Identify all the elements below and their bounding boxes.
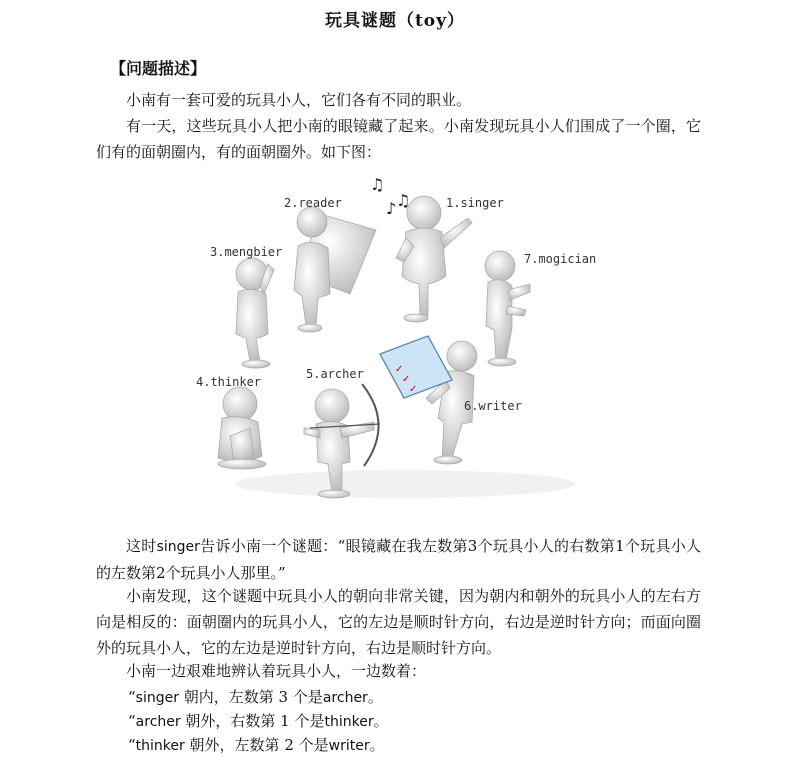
label-singer: 1.singer [446, 196, 504, 210]
reader-figure [294, 207, 376, 332]
label-archer: 5.archer [306, 367, 364, 381]
page-title: 玩具谜题（toy） [324, 11, 466, 31]
step-end: 。 [369, 736, 385, 754]
riddle-prefix: 这时 [126, 537, 157, 555]
quote-mark: “ [128, 688, 136, 706]
riddle-name: singer [156, 539, 200, 555]
thinker-figure [218, 387, 266, 469]
counting-step [128, 686, 383, 709]
step-end: 。 [367, 688, 383, 706]
paragraph-counting-intro: 小南一边艰难地辨认着玩具小人，一边数着： [126, 662, 427, 680]
label-mengbier: 3.mengbier [210, 245, 283, 259]
paragraph-circle: 有一天，这些玩具小人把小南的眼镜藏了起来。小南发现玩具小人们围成了一个圈，它们有的面朝圈内，有的面朝圈外。如下图： [96, 117, 701, 161]
label-mogician: 7.mogician [524, 252, 597, 266]
paragraph-intro: 小南有一套可爱的玩具小人，它们各有不同的职业。 [126, 91, 472, 109]
svg-text:✓: ✓ [402, 374, 411, 385]
toy-name: archer [135, 714, 181, 730]
step-text: 朝外，左数第 2 个是 [184, 736, 329, 754]
paragraph-explanation: 小南发现，这个谜题中玩具小人的朝向非常关键，因为朝内和朝外的玩具小人的左右方向是相反的：面朝圈内的玩具小人，它的左边是顺时针方向，右边是逆时针方向；而面向圈外的玩具小人，它的左边是逆时针方向，右边是顺时针方向。 [96, 587, 701, 657]
mogician-figure [485, 251, 530, 366]
svg-text:✓: ✓ [395, 364, 404, 375]
svg-text:♫: ♫ [370, 175, 385, 194]
paragraph-riddle [96, 533, 701, 586]
label-writer: 6.writer [464, 399, 522, 413]
toy-name: writer [328, 738, 370, 754]
svg-text:✓: ✓ [409, 384, 418, 395]
counting-step [128, 710, 389, 733]
toy-name: archer [322, 690, 368, 706]
toy-name: singer [135, 690, 179, 706]
counting-step [128, 734, 385, 757]
label-reader: 2.reader [284, 196, 342, 210]
svg-text:♪: ♪ [386, 199, 397, 218]
music-notes-icon [370, 175, 410, 218]
svg-text:♫: ♫ [396, 191, 411, 210]
toy-name: thinker [324, 714, 374, 730]
section-heading: 【问题描述】 [110, 59, 207, 78]
riddle-text: 告诉小南一个谜题：“眼镜藏在我左数第3个玩具小人的右数第1个玩具小人的左数第2个玩具小人那里。” [96, 537, 701, 582]
singer-figure [396, 196, 472, 322]
quote-mark: “ [128, 736, 136, 754]
label-thinker: 4.thinker [196, 375, 262, 389]
quote-mark: “ [128, 712, 136, 730]
step-end: 。 [373, 712, 389, 730]
toy-name: thinker [135, 738, 185, 754]
mengbier-figure [236, 258, 274, 368]
step-text: 朝内，左数第 3 个是 [178, 688, 323, 706]
step-text: 朝外，右数第 1 个是 [180, 712, 325, 730]
toy-circle-figure [190, 166, 620, 516]
